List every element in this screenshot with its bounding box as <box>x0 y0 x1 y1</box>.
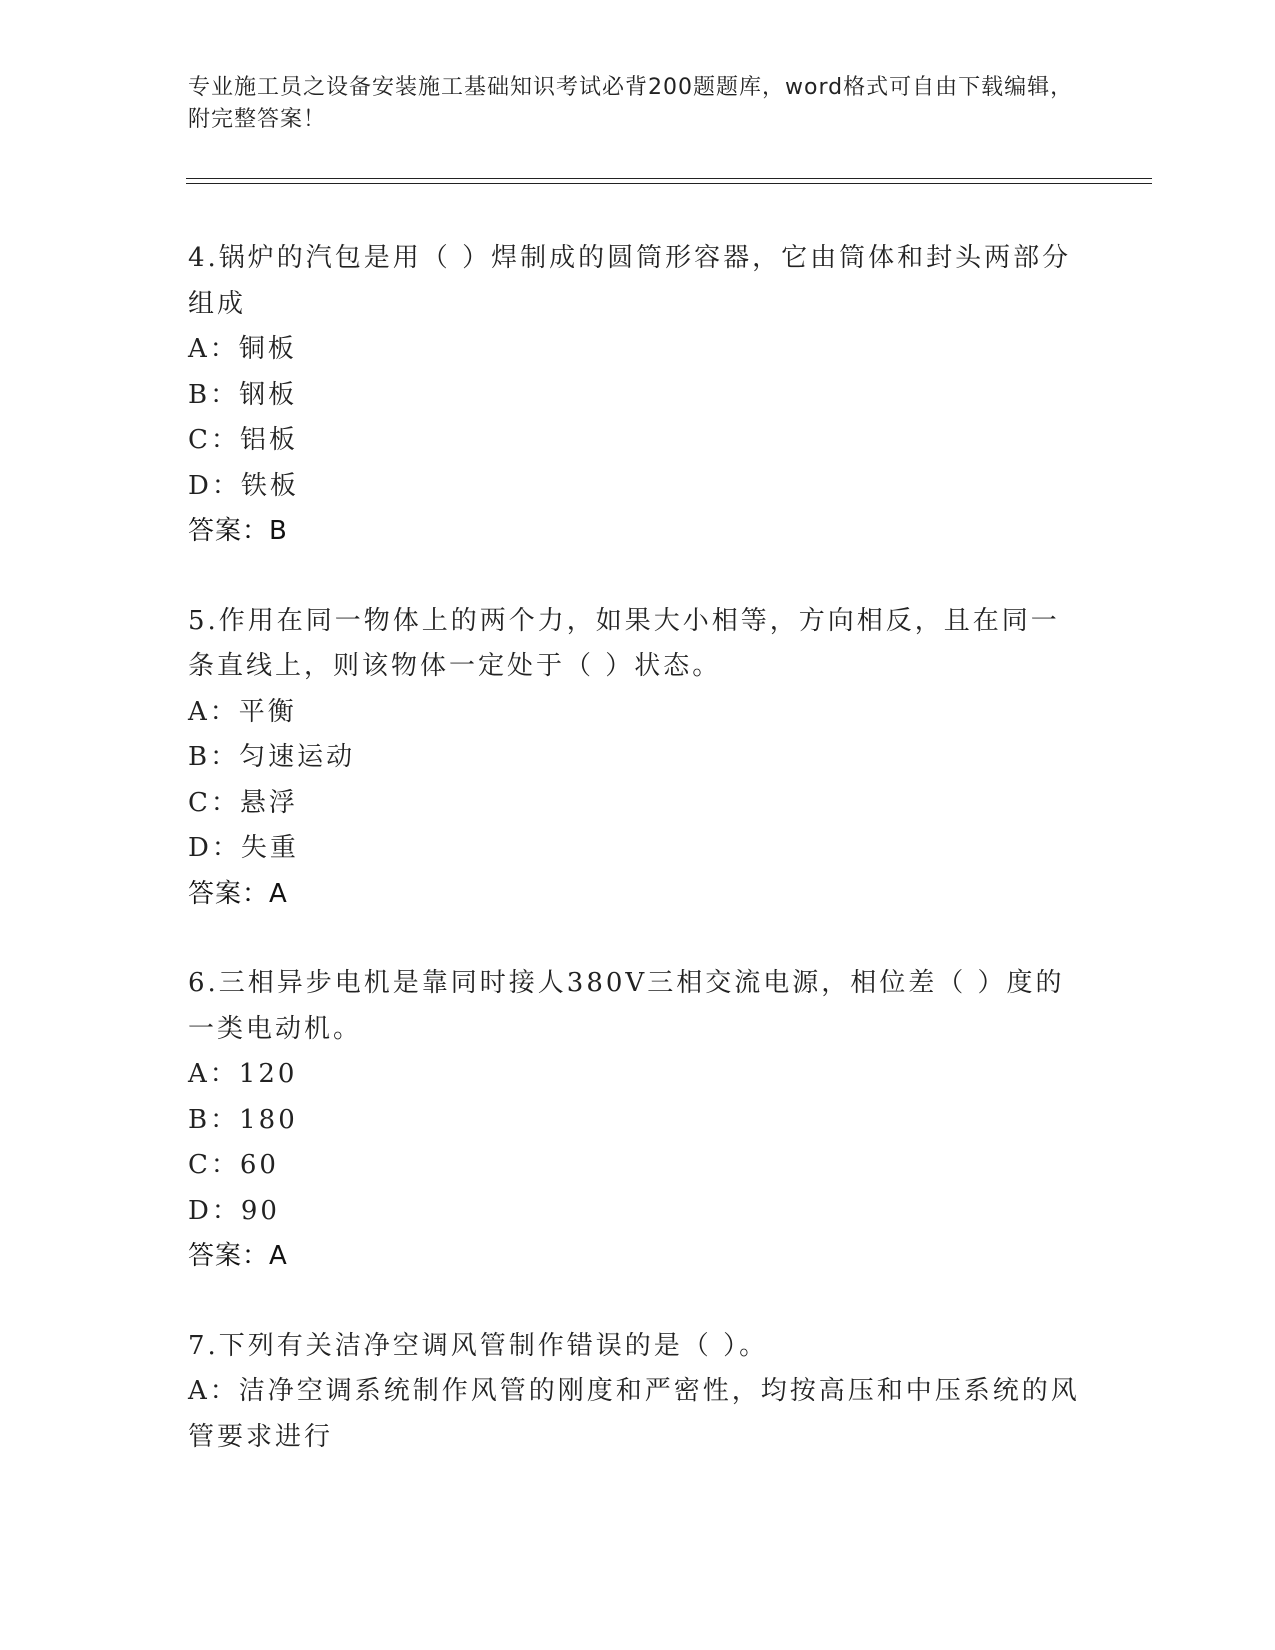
option-d: D：失重 <box>188 833 299 863</box>
option-a: A：铜板 <box>188 334 297 364</box>
document-header: 专业施工员之设备安装施工基础知识考试必背200题题库，word格式可自由下载编辑，附完整答案！ <box>188 75 1074 132</box>
answer-line: 答案：A <box>188 878 288 909</box>
question-stem: 4.锅炉的汽包是用（ ）焊制成的圆筒形容器，它由筒体和封头两部分组成 <box>188 243 1072 319</box>
option-d: D：90 <box>188 1195 280 1226</box>
option-a: A：平衡 <box>188 696 297 727</box>
option-d: D：铁板 <box>188 470 299 501</box>
option-b: B：钢板 <box>188 379 298 410</box>
question-list <box>188 236 1088 1504</box>
question-4 <box>188 236 1088 555</box>
question-6 <box>188 961 1088 1280</box>
answer-line: 答案：B <box>188 516 288 546</box>
header-rule-top <box>186 178 1152 179</box>
option-a: A：120 <box>188 1059 298 1089</box>
question-5 <box>188 599 1088 918</box>
option-b: B：匀速运动 <box>188 742 356 772</box>
option-a: A：洁净空调系统制作风管的刚度和严密性，均按高压和中压系统的风管要求进行 <box>188 1376 1080 1452</box>
question-7 <box>188 1324 1088 1461</box>
option-c: C：悬浮 <box>188 787 298 818</box>
option-b: B：180 <box>188 1104 298 1135</box>
option-c: C：铝板 <box>188 425 298 455</box>
option-c: C：60 <box>188 1150 279 1180</box>
answer-line: 答案：A <box>188 1241 288 1271</box>
question-stem: 7.下列有关洁净空调风管制作错误的是（ ）。 <box>188 1330 769 1361</box>
question-stem: 6.三相异步电机是靠同时接人380V三相交流电源，相位差（ ）度的一类电动机。 <box>188 968 1065 1044</box>
header-rule-bottom <box>186 183 1152 184</box>
question-stem: 5.作用在同一物体上的两个力，如果大小相等，方向相反，且在同一条直线上，则该物体一定处于（ ）状态。 <box>188 605 1060 681</box>
